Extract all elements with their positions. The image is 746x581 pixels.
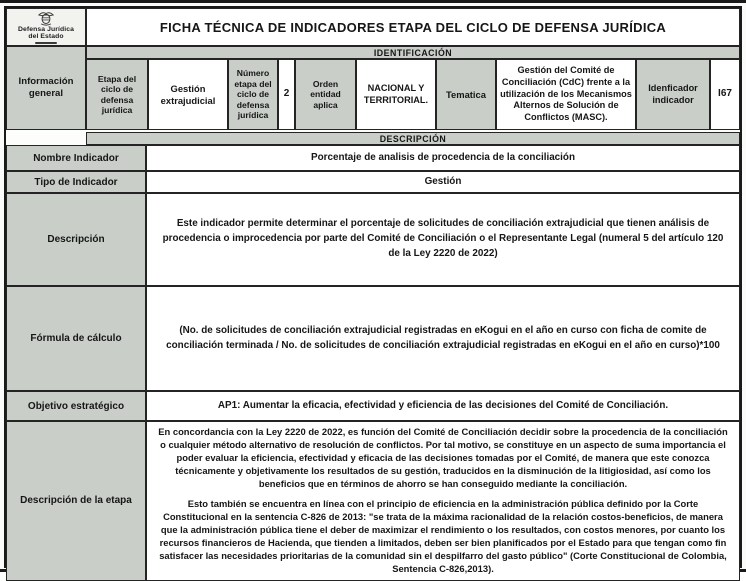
identification-band: IDENTIFICACIÓN xyxy=(86,46,740,59)
document-frame xyxy=(4,6,742,574)
scan-top-edge xyxy=(0,0,746,3)
row-formula-calculo xyxy=(6,286,740,391)
tipo-indicador-value: Gestión xyxy=(146,171,740,193)
field-identificador-value: I67 xyxy=(710,59,740,130)
page-title: FICHA TÉCNICA DE INDICADORES ETAPA DEL CICLO DE DEFENSA JURÍDICA xyxy=(86,8,740,46)
objetivo-estrategico-value: AP1: Aumentar la eficacia, efectividad y eficiencia de las decisiones del Comité de Conciliación. xyxy=(146,391,740,421)
field-tematica-value: Gestión del Comité de Conciliación (CdC) frente a la utilización de los Mecanismos Alternos de Solución de Conflictos (MASC). xyxy=(496,59,636,130)
identification-fields xyxy=(86,59,740,130)
formula-calculo-label: Fórmula de cálculo xyxy=(6,286,146,391)
descripcion-etapa-paragraph-1: En concordancia con la Ley 2220 de 2022, es función del Comité de Conciliación decidir sobre la procedencia de la conciliación o cualquier método alternativo de resolución de conflictos. Por tal motivo, se constituye en un aspecto de suma importancia el poder evaluar la eficiencia, efectividad y eficacia de las decisiones tomadas por el Comité, de manera que este conozca técnicamente y objetivamente los resultados de su gestión, traducidos en la disminución de la litigiosidad, así como los beneficios que en términos de ahorro se han conseguido mediante la conciliación. xyxy=(158,426,728,489)
identification-section xyxy=(6,46,740,130)
row-objetivo-estrategico xyxy=(6,391,740,421)
header-row xyxy=(6,8,740,46)
info-general-label: Información general xyxy=(6,46,86,130)
row-nombre-indicador xyxy=(6,145,740,171)
nombre-indicador-label: Nombre Indicador xyxy=(6,145,146,171)
descripcion-etapa-value xyxy=(146,421,740,581)
tipo-indicador-label: Tipo de Indicador xyxy=(6,171,146,193)
field-numero-etapa-value: 2 xyxy=(278,59,295,130)
description-band-spacer xyxy=(6,132,86,145)
logo-org-name-line2: del Estado xyxy=(28,33,64,41)
logo-cell xyxy=(6,8,86,46)
description-band-row xyxy=(6,132,740,145)
descripcion-value: Este indicador permite determinar el porcentaje de solicitudes de conciliación extrajudicial que tienen análisis de procedencia o improcedencia por parte del Comité de Conciliación o el Representante Legal (numeral 5 del artículo 120 de la Ley 2220 de 2022) xyxy=(146,193,740,286)
descripcion-etapa-paragraph-2: Esto también se encuentra en línea con el principio de eficiencia en la administración pública definido por la Corte Constitucional en la sentencia C-826 de 2013: "se trata de la máxima racionalidad de la relación costos-beneficios, de manera que la administración pública tiene el deber de maximizar el rendimiento o los resultados, con costos menores, por cuanto los recursos financieros de Hacienda, que tienden a limitados, deben ser bien planificados por el Estado para que tengan como fin satisfacer las necesidades prioritarias de la comunidad sin el despilfarro del gasto público" (Corte Constitucional de Colombia, Sentencia C-826,2013). xyxy=(159,497,727,574)
objetivo-estrategico-label: Objetivo estratégico xyxy=(6,391,146,421)
formula-calculo-value: (No. de solicitudes de conciliación extrajudicial registradas en eKogui en el año en curso con ficha de comite de conciliación terminada / No. de solicitudes de conciliación extrajudicial registradas en eKogui en el año en curso)*100 xyxy=(146,286,740,391)
field-orden-entidad-value: NACIONAL Y TERRITORIAL. xyxy=(356,59,436,130)
nombre-indicador-value: Porcentaje de analisis de procedencia de la conciliación xyxy=(146,145,740,171)
description-band: DESCRIPCIÓN xyxy=(86,132,740,145)
field-numero-etapa-label: Número etapa del ciclo de defensa jurídica xyxy=(228,59,278,130)
logo-underline xyxy=(35,42,57,44)
field-orden-entidad-label: Orden entidad aplica xyxy=(295,59,356,130)
row-tipo-indicador xyxy=(6,171,740,193)
descripcion-etapa-label: Descripción de la etapa xyxy=(6,421,146,581)
identification-right xyxy=(86,46,740,130)
logo-org-name-line1: Defensa Jurídica xyxy=(18,25,74,33)
row-descripcion-etapa xyxy=(6,421,740,581)
field-etapa-ciclo-label: Etapa del ciclo de defensa jurídica xyxy=(86,59,148,130)
field-identificador-label: Idenficador indicador xyxy=(636,59,710,130)
row-descripcion xyxy=(6,193,740,286)
coat-of-arms-icon xyxy=(36,10,56,26)
field-tematica-label: Tematica xyxy=(436,59,496,130)
descripcion-label: Descripción xyxy=(6,193,146,286)
field-etapa-ciclo-value: Gestión extrajudicial xyxy=(148,59,228,130)
